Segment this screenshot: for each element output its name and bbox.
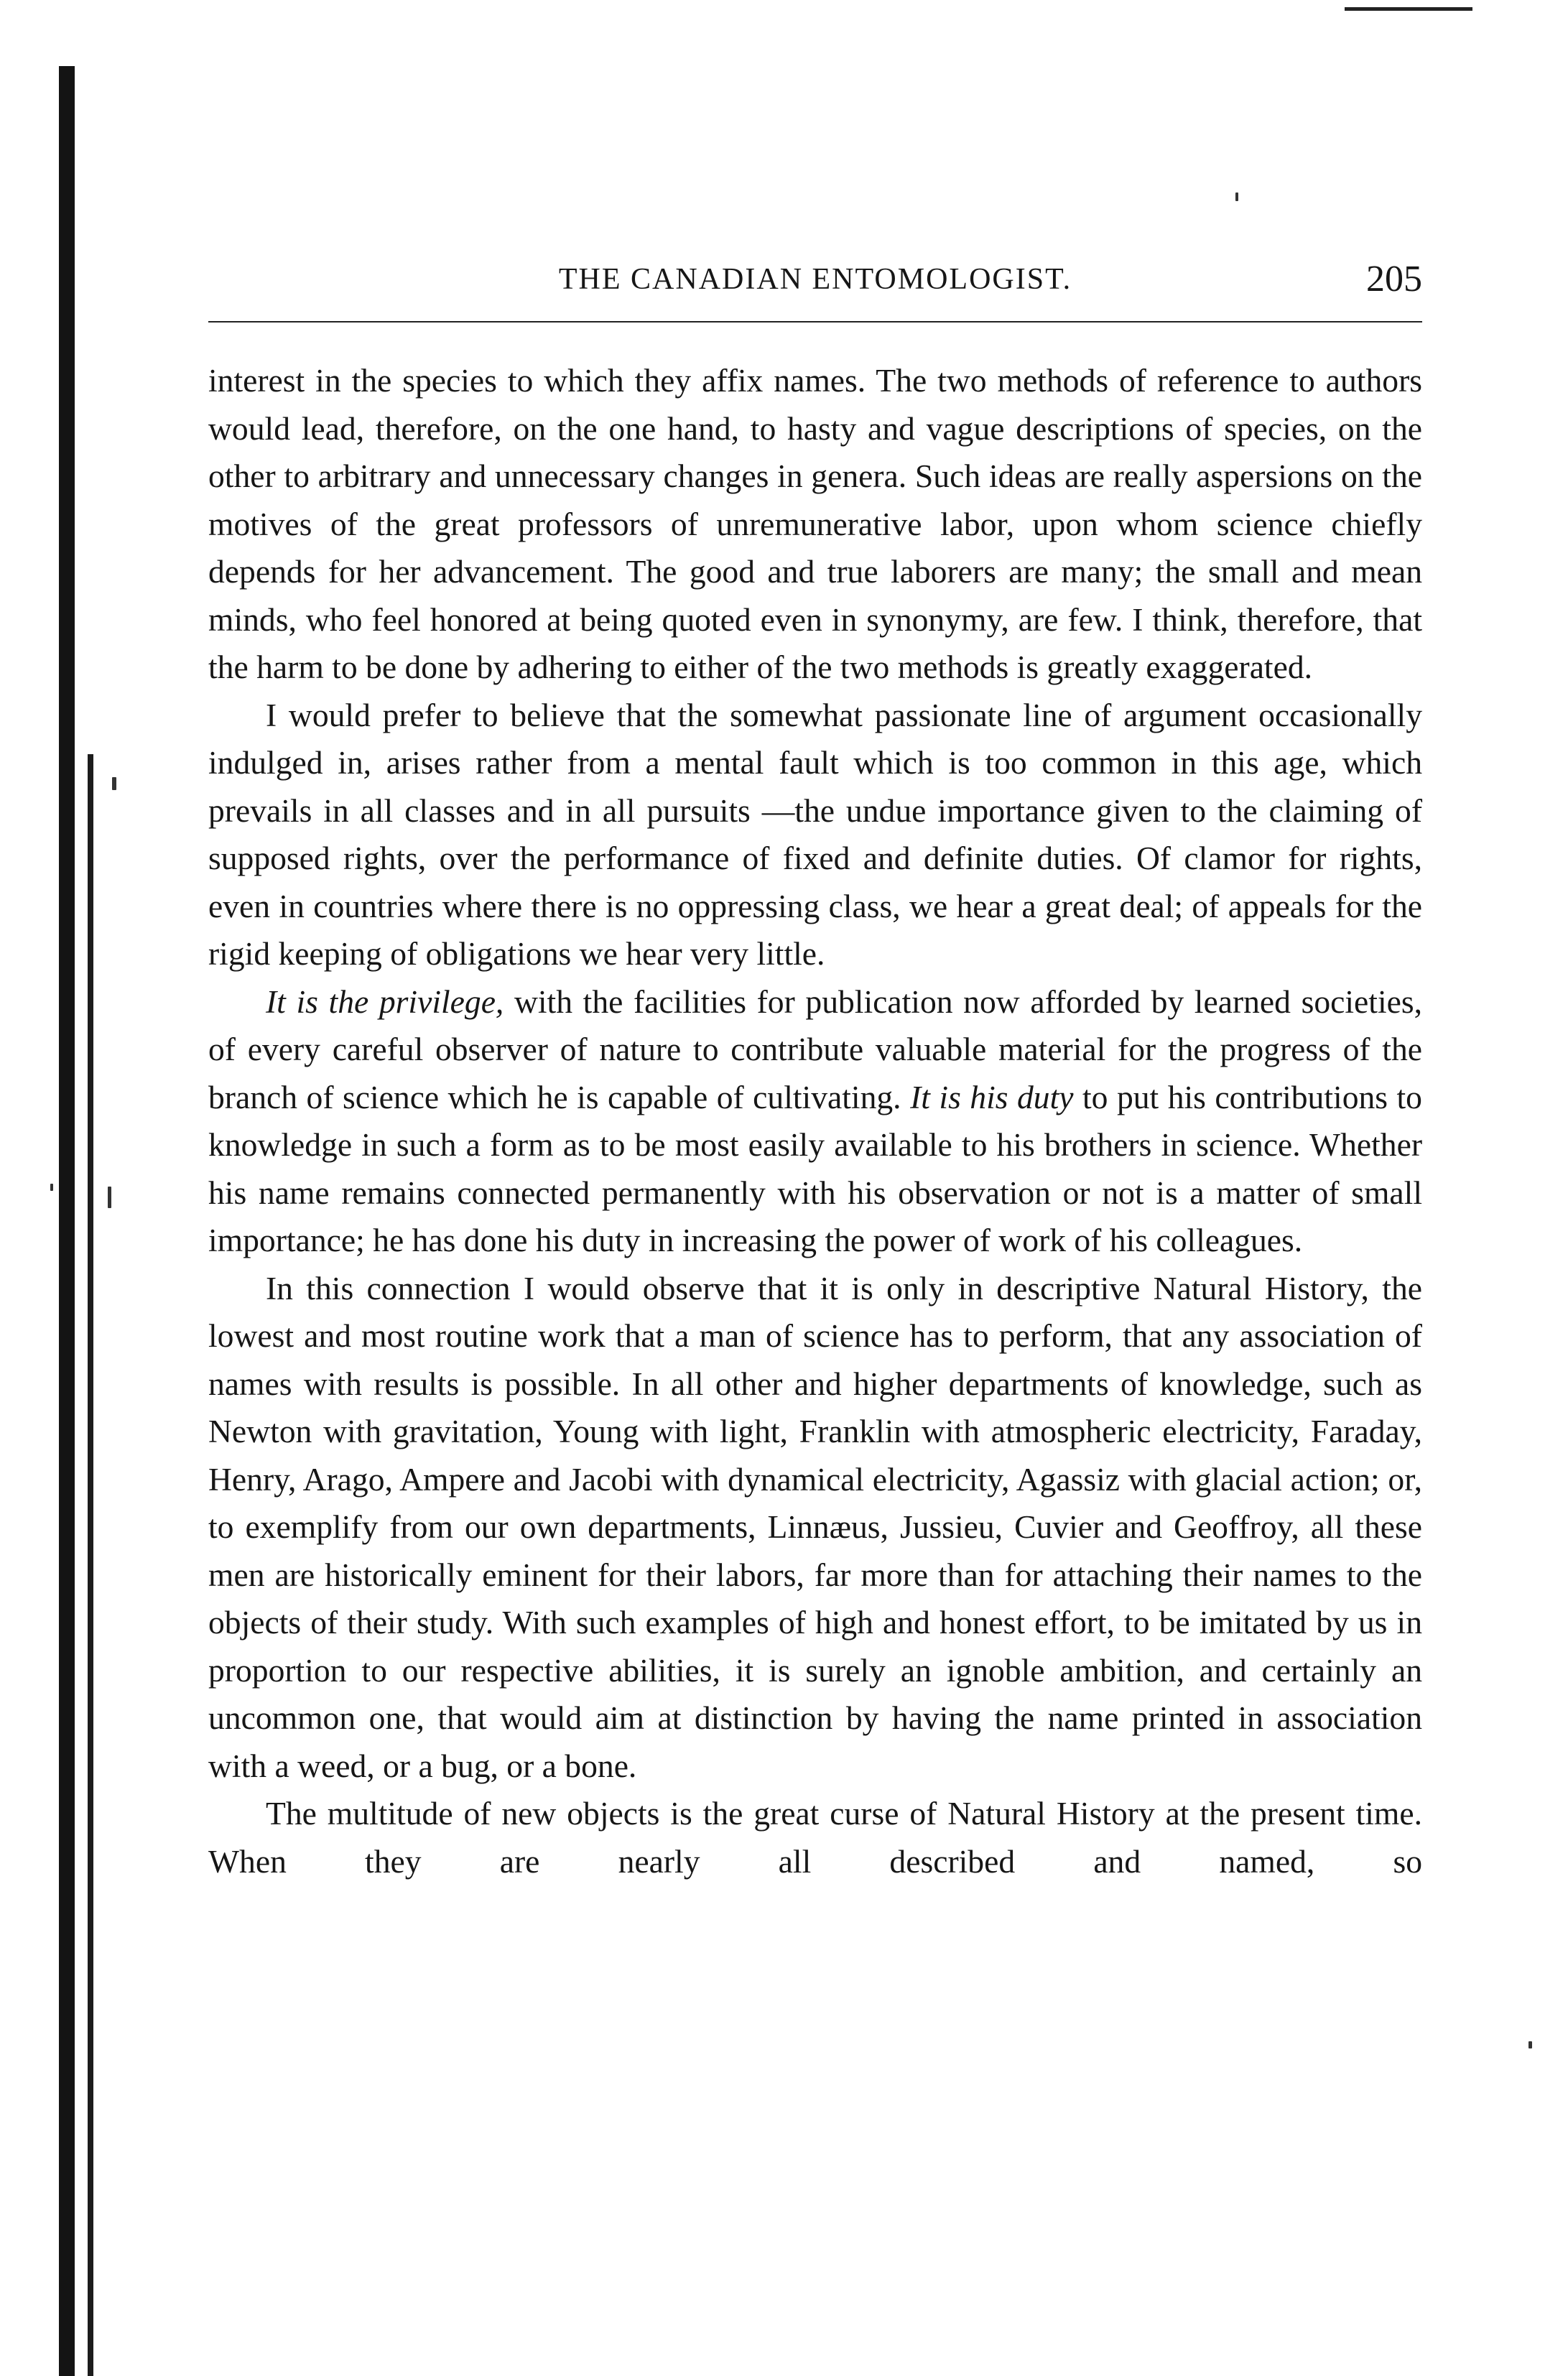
paragraph-3-text-b: to put his contributions to knowledge in such a form as to be most easily available to his brothers in science. Whether his name remains connected permanently with his observation or not is a matter of small importance; he has done his duty in increasing the power of work of his colleagues.	[208, 1078, 1422, 1258]
scan-speck	[50, 1184, 53, 1191]
paragraph-2: I would prefer to believe that the somewhat passionate line of argument occasionally indulged in, arises rather from a mental fault which is too common in this age, which prevails in all classes and in all pursuits —the undue importance given to the claiming of supposed rights, over the performance of fixed and definite duties. Of clamor for rights, even in countries where there is no oppressing class, we hear a great deal; of appeals for the rigid keeping of obligations we hear very little.	[208, 696, 1422, 972]
header-rule	[208, 321, 1422, 322]
scan-speck	[1528, 2041, 1532, 2048]
page-body	[208, 357, 1422, 1885]
running-head	[208, 259, 1422, 312]
paragraph-3	[208, 978, 1422, 1265]
italic-phrase-duty: It is his duty	[910, 1078, 1074, 1115]
journal-title: THE CANADIAN ENTOMOLOGIST.	[558, 263, 1072, 296]
paragraph-5: The multitude of new objects is the great curse of Natural History at the present time. When they are nearly all described and named, so	[208, 1795, 1422, 1880]
scan-binding-edge	[59, 66, 75, 2376]
scan-speck	[108, 1187, 111, 1208]
page-number: 205	[1366, 259, 1422, 300]
scan-binding-edge-inner	[88, 754, 93, 2376]
scan-corner-rule	[1345, 7, 1472, 11]
scan-speck	[112, 777, 116, 790]
paragraph-1: interest in the species to which they affix names. The two methods of reference to authors would lead, therefore, on the one hand, to hasty and vague descriptions of species, on the other to arbitrary and unnecessary changes in genera. Such ideas are really aspersions on the motives of the great professors of unremunerative labor, upon whom science chiefly depends for her advancement. The good and true laborers are many; the small and mean minds, who feel honored at being quoted even in synonymy, are few. I think, therefore, that the harm to be done by adhering to either of the two methods is greatly exaggerated.	[208, 362, 1422, 685]
paragraph-3-text-a: with the facilities for publication now afforded by learned societies, of every careful observer of nature to contribute valuable material for the progress of the branch of science which he is capable of cultivating.	[208, 983, 1422, 1115]
italic-phrase-privilege: It is the privilege,	[266, 983, 504, 1020]
scan-speck	[1235, 192, 1238, 201]
paragraph-4: In this connection I would observe that it is only in descriptive Natural History, the lowest and most routine work that a man of science has to perform, that any association of names with results is possible. In all other and higher departments of knowledge, such as Newton with gravitation, Young with light, Franklin with atmospheric electricity, Faraday, Henry, Arago, Ampere and Jacobi with dynamical electricity, Agassiz with glacial action; or, to exemplify from our own departments, Linnæus, Jussieu, Cuvier and Geoffroy, all these men are historically eminent for their labors, far more than for attaching their names to the objects of their study. With such examples of high and honest effort, to be imitated by us in proportion to our respective abilities, it is surely an ignoble ambition, and certainly an uncommon one, that would aim at distinction by having the name printed in association with a weed, or a bug, or a bone.	[208, 1269, 1422, 1784]
book-page	[208, 259, 1422, 1885]
